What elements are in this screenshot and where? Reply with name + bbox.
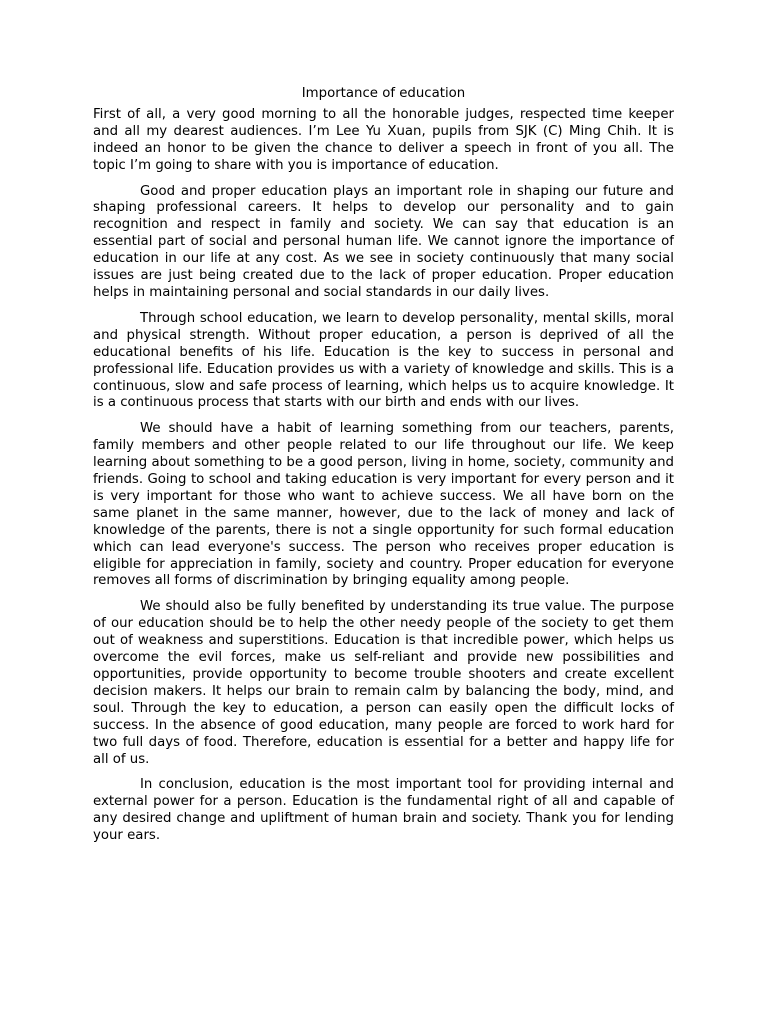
paragraph-conclusion: In conclusion, education is the most important tool for providing internal and external power for a person. Education is the fundamental right of all and capable of any desired change and upliftment of human brain and society. Thank you for lending your ears. <box>93 777 674 844</box>
paragraph-opening: First of all, a very good morning to all the honorable judges, respected time keeper and all my dearest audiences. I’m Lee Yu Xuan, pupils from SJK (C) Ming Chih. It is indeed an honor to be given the chance to deliver a speech in front of you all. The topic I’m going to share with you is importance of education. <box>93 106 674 173</box>
paragraph-habit-of-learning: We should have a habit of learning something from our teachers, parents, family members and other people related to our life throughout our life. We keep learning about something to be a good person, living in home, society, community and friends. Going to school and taking education is very important for every person and it is very important for those who want to achieve success. We all have born on the same planet in the same manner, however, due to the lack of money and lack of knowledge of the parents, there is not a single opportunity for such formal education which can lead everyone's success. The person who receives proper education is eligible for appreciation in family, society and country. Proper education for everyone removes all forms of discrimination by bringing equality among people. <box>93 421 674 589</box>
paragraph-role-of-education: Good and proper education plays an important role in shaping our future and shaping professional careers. It helps to develop our personality and to gain recognition and respect in family and society. We can say that education is an essential part of social and personal human life. We cannot ignore the importance of education in our life at any cost. As we see in society continuously that many social issues are just being created due to the lack of proper education. Proper education helps in maintaining personal and social standards in our daily lives. <box>93 183 674 300</box>
paragraph-true-value: We should also be fully benefited by understanding its true value. The purpose of our education should be to help the other needy people of the society to get them out of weakness and superstitions. Education is that incredible power, which helps us overcome the evil forces, make us self-reliant and provide new possibilities and opportunities, provide opportunity to become trouble shooters and create excellent decision makers. It helps our brain to remain calm by balancing the body, mind, and soul. Through the key to education, a person can easily open the difficult locks of success. In the absence of good education, many people are forced to work hard for two full days of food. Therefore, education is essential for a better and happy life for all of us. <box>93 599 674 767</box>
document-page <box>93 86 674 854</box>
paragraph-school-education: Through school education, we learn to develop personality, mental skills, moral and physical strength. Without proper education, a person is deprived of all the educational benefits of his life. Education is the key to success in personal and professional life. Education provides us with a variety of knowledge and skills. This is a continuous, slow and safe process of learning, which helps us to acquire knowledge. It is a continuous process that starts with our birth and ends with our lives. <box>93 310 674 411</box>
document-title: Importance of education <box>301 86 466 101</box>
